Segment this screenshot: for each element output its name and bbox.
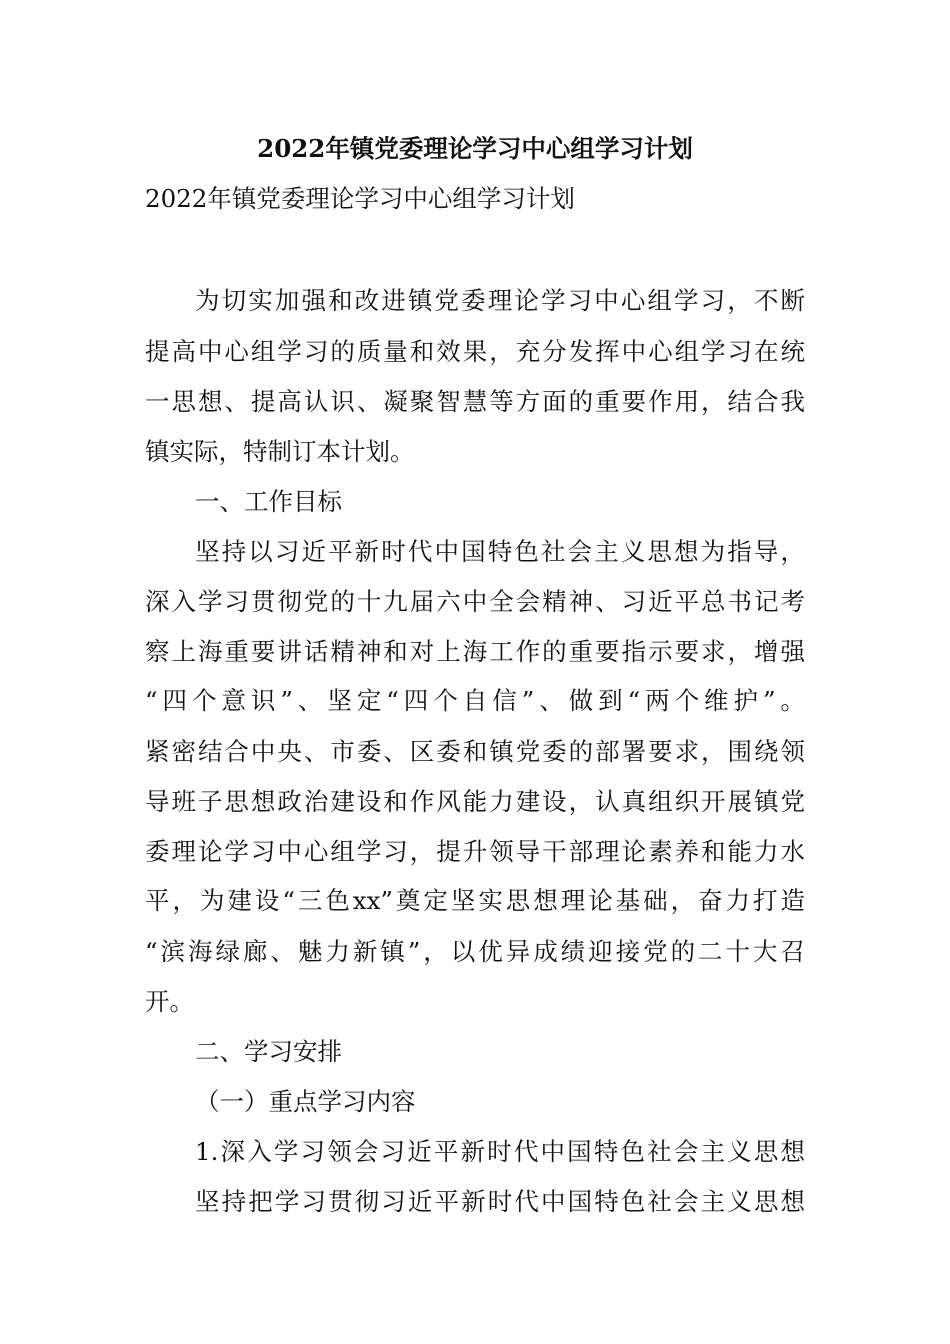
- intro-line-4: 镇实际，特制订本计划。: [145, 437, 415, 466]
- section-1-heading: 一、工作目标: [195, 487, 342, 516]
- item-1-heading: 1.深入学习领会习近平新时代中国特色社会主义思想: [195, 1137, 805, 1166]
- intro-line-1: 为切实加强和改进镇党委理论学习中心组学习，不断: [195, 286, 805, 315]
- document-title: 2022年镇党委理论学习中心组学习计划: [257, 134, 693, 163]
- intro-line-3: 一思想、提高认识、凝聚智慧等方面的重要作用，结合我: [145, 387, 805, 416]
- item-1-line-1: 坚持把学习贯彻习近平新时代中国特色社会主义思想: [195, 1187, 805, 1216]
- section-1-line-3: 察上海重要讲话精神和对上海工作的重要指示要求，增强: [145, 637, 805, 666]
- document-subtitle: 2022年镇党委理论学习中心组学习计划: [145, 184, 575, 213]
- section-1-line-9: “滨海绿廊、魅力新镇”，以优异成绩迎接党的二十大召: [145, 937, 805, 966]
- section-1-line-5: 紧密结合中央、市委、区委和镇党委的部署要求，围绕领: [145, 737, 805, 766]
- subsection-1-heading: （一）重点学习内容: [195, 1087, 416, 1116]
- intro-line-2: 提高中心组学习的质量和效果，充分发挥中心组学习在统: [145, 337, 805, 366]
- section-2-heading: 二、学习安排: [195, 1037, 342, 1066]
- section-1-line-7: 委理论学习中心组学习，提升领导干部理论素养和能力水: [145, 837, 805, 866]
- section-1-line-10: 开。: [145, 987, 194, 1016]
- section-1-line-4: “四个意识”、坚定“四个自信”、做到“两个维护”。: [145, 686, 805, 715]
- section-1-line-1: 坚持以习近平新时代中国特色社会主义思想为指导，: [195, 537, 805, 566]
- section-1-line-2: 深入学习贯彻党的十九届六中全会精神、习近平总书记考: [145, 587, 805, 616]
- section-1-line-6: 导班子思想政治建设和作风能力建设，认真组织开展镇党: [145, 787, 805, 816]
- section-1-line-8: 平，为建设“三色xx”奠定坚实思想理论基础，奋力打造: [145, 886, 805, 915]
